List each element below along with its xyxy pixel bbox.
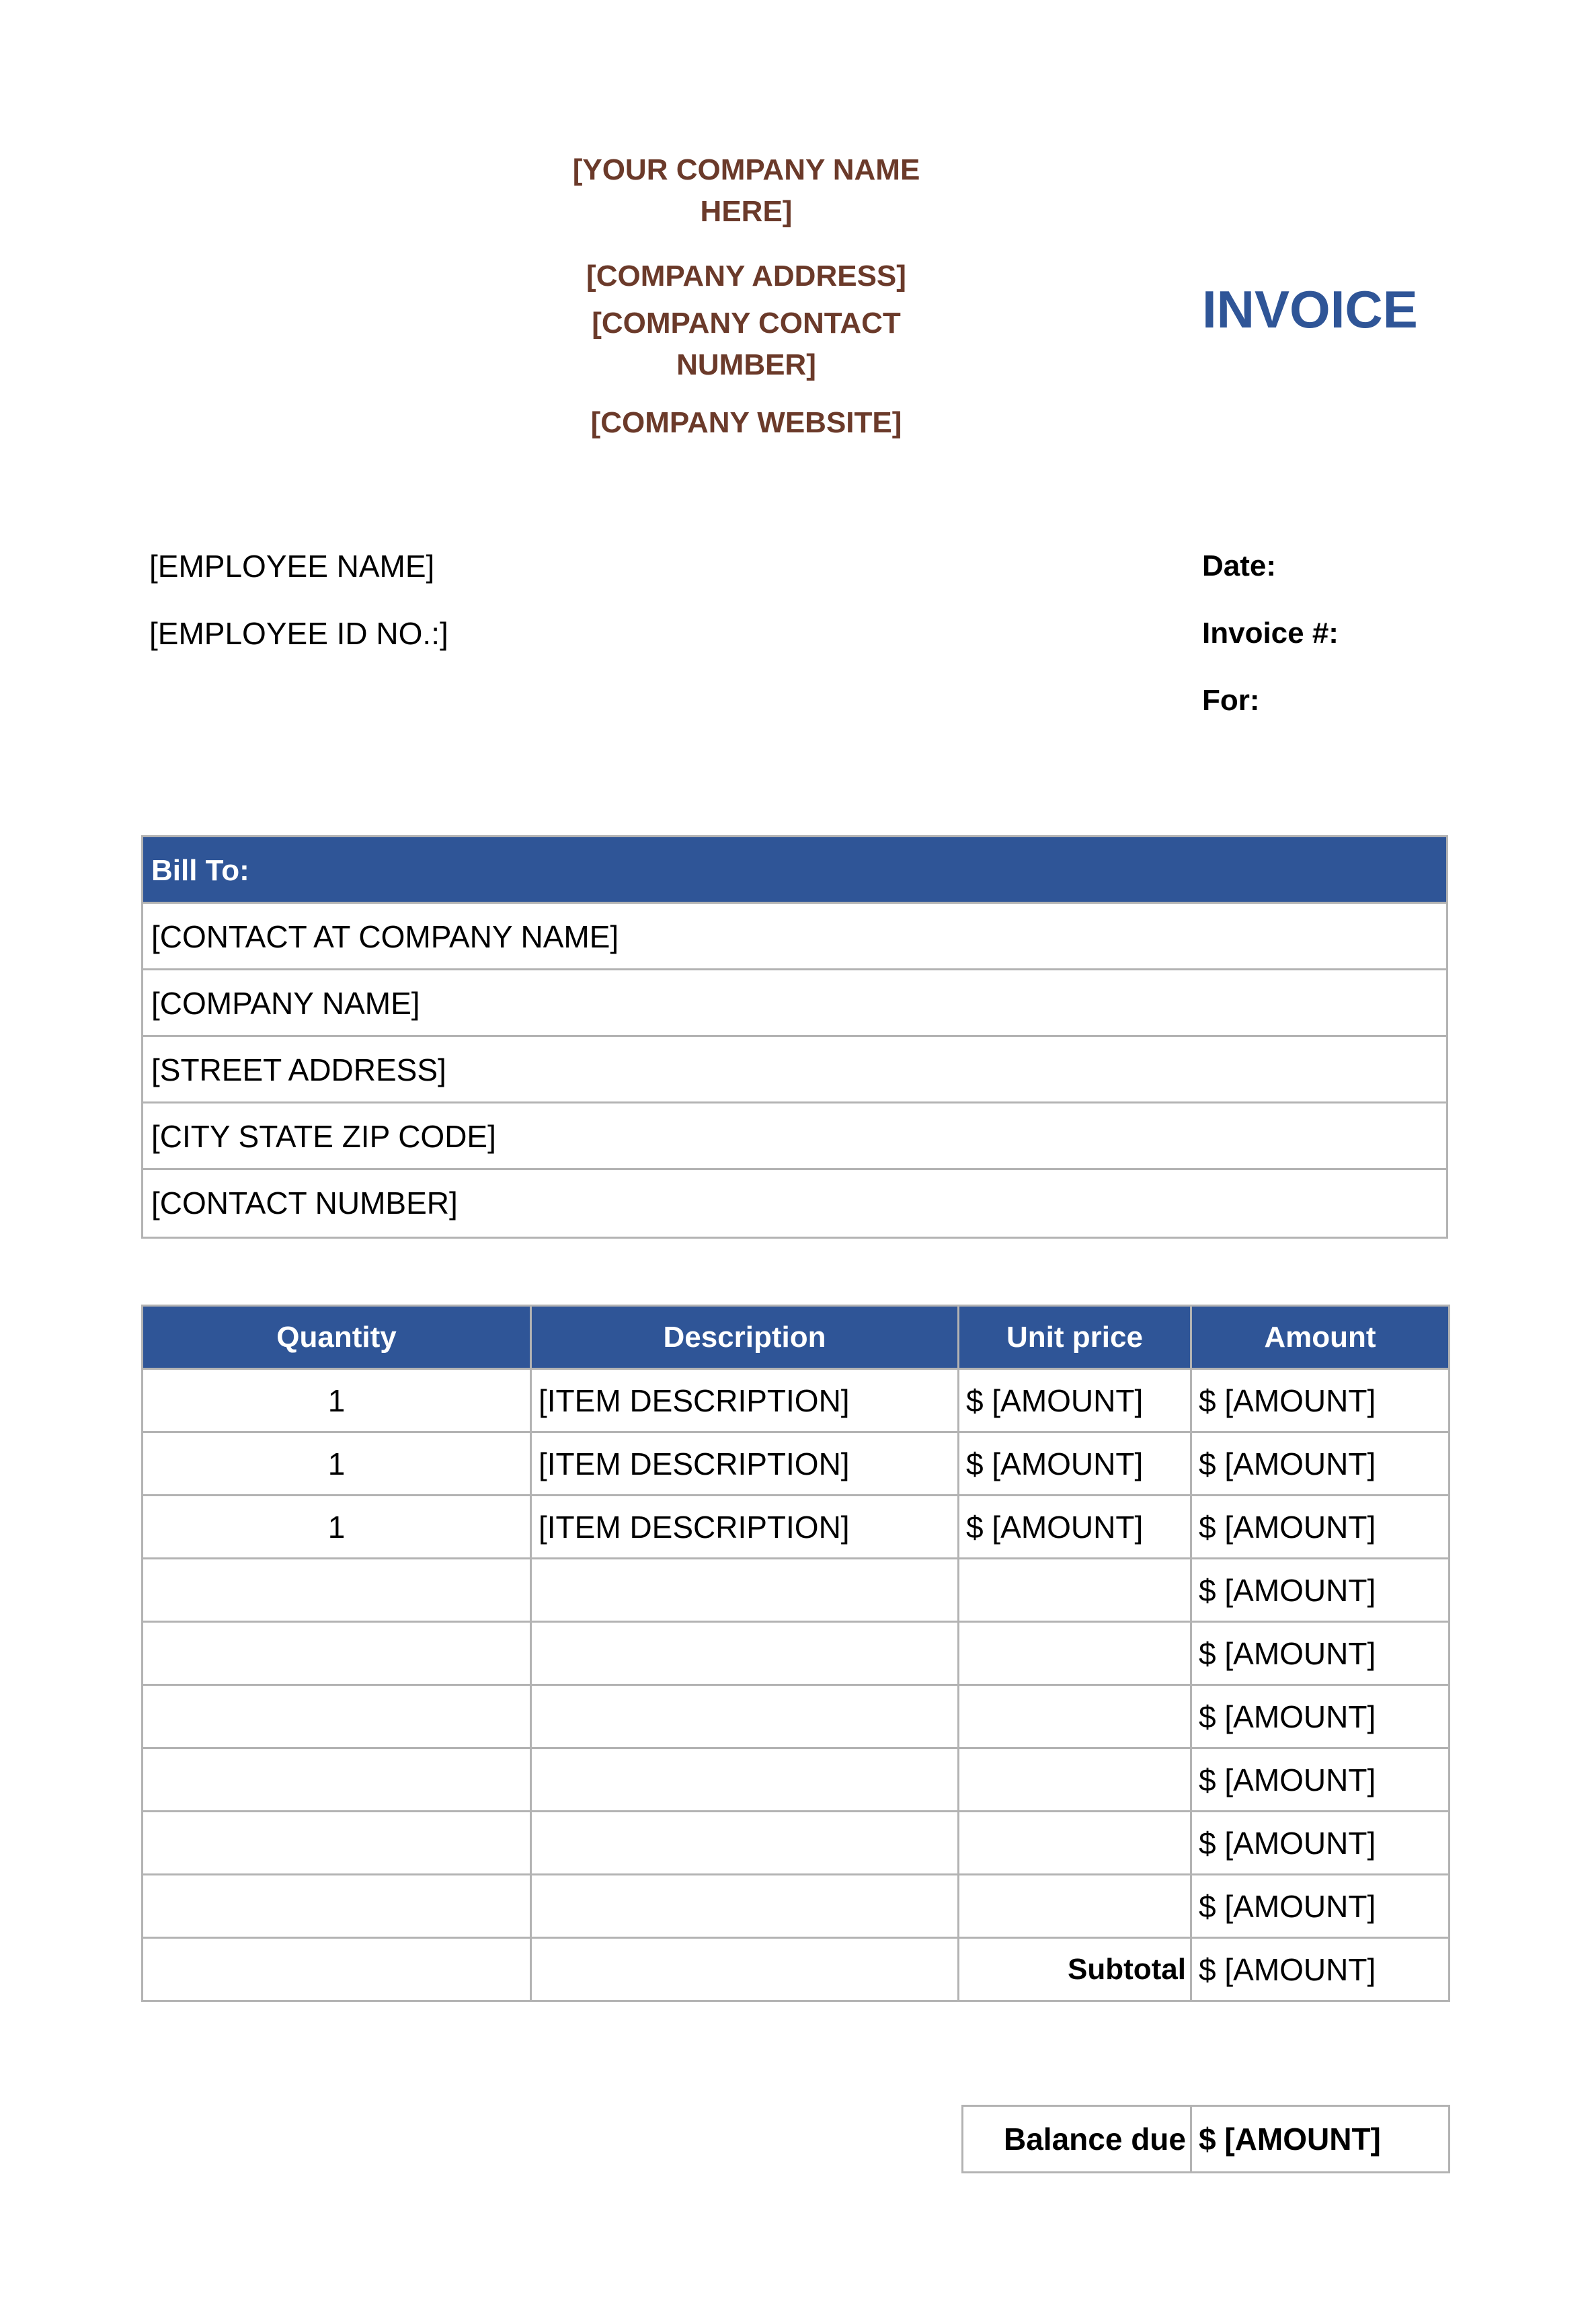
cell-unit-price: $ [AMOUNT]: [959, 1496, 1191, 1559]
cell-description: [531, 1812, 959, 1875]
company-name: [511, 149, 982, 233]
subtotal-value: $ [AMOUNT]: [1191, 1938, 1450, 2001]
table-row: [143, 1748, 1450, 1812]
company-name-line2: HERE]: [700, 195, 793, 228]
bill-to-company: [COMPANY NAME]: [143, 970, 1446, 1037]
header-description: Description: [531, 1306, 959, 1369]
cell-quantity: [143, 1748, 531, 1812]
table-row: [143, 1369, 1450, 1432]
cell-description: [531, 1875, 959, 1938]
table-row: [143, 1812, 1450, 1875]
cell-quantity: 1: [143, 1369, 531, 1432]
employee-name: [EMPLOYEE NAME]: [149, 549, 435, 584]
table-row: [143, 1559, 1450, 1622]
cell-quantity: [143, 1812, 531, 1875]
header-amount: Amount: [1191, 1306, 1450, 1369]
table-row: [143, 1875, 1450, 1938]
cell-description: [ITEM DESCRIPTION]: [531, 1432, 959, 1496]
items-header-row: [143, 1306, 1450, 1369]
company-address: [COMPANY ADDRESS]: [586, 260, 906, 293]
cell-quantity: 1: [143, 1496, 531, 1559]
header-unit-price: Unit price: [959, 1306, 1191, 1369]
table-row: [143, 1622, 1450, 1685]
cell-unit-price: $ [AMOUNT]: [959, 1432, 1191, 1496]
cell-quantity: [143, 1685, 531, 1748]
invoice-number-label: Invoice #:: [1202, 617, 1339, 650]
bill-to-street: [STREET ADDRESS]: [143, 1037, 1446, 1103]
table-row: [143, 1685, 1450, 1748]
cell-quantity: [143, 1622, 531, 1685]
cell-amount: $ [AMOUNT]: [1191, 1559, 1450, 1622]
cell-description: [531, 1622, 959, 1685]
employee-id: [EMPLOYEE ID NO.:]: [149, 616, 448, 651]
company-contact: [511, 303, 982, 386]
cell-description: [ITEM DESCRIPTION]: [531, 1496, 959, 1559]
cell-amount: $ [AMOUNT]: [1191, 1622, 1450, 1685]
cell-description: [531, 1685, 959, 1748]
cell-description: [531, 1559, 959, 1622]
cell-unit-price: [959, 1812, 1191, 1875]
cell-amount: $ [AMOUNT]: [1191, 1748, 1450, 1812]
cell-description: [ITEM DESCRIPTION]: [531, 1369, 959, 1432]
cell-unit-price: $ [AMOUNT]: [959, 1369, 1191, 1432]
cell-quantity: 1: [143, 1432, 531, 1496]
date-label: Date:: [1202, 549, 1277, 582]
subtotal-label: Subtotal: [959, 1938, 1191, 2001]
cell-unit-price: [959, 1622, 1191, 1685]
table-row: [143, 1496, 1450, 1559]
company-website: [COMPANY WEBSITE]: [590, 406, 902, 439]
cell-unit-price: [959, 1685, 1191, 1748]
for-label: For:: [1202, 684, 1260, 717]
items-table: [141, 1305, 1450, 2002]
bill-to-city: [CITY STATE ZIP CODE]: [143, 1103, 1446, 1170]
bill-to-header: Bill To:: [143, 837, 1446, 904]
subtotal-row: [143, 1938, 1450, 2001]
header-quantity: Quantity: [143, 1306, 531, 1369]
bill-to-phone: [CONTACT NUMBER]: [151, 1186, 458, 1221]
cell-unit-price: [959, 1559, 1191, 1622]
bill-to-contact: [CONTACT AT COMPANY NAME]: [143, 904, 1446, 970]
cell-amount: $ [AMOUNT]: [1191, 1875, 1450, 1938]
cell-unit-price: [959, 1875, 1191, 1938]
cell-amount: $ [AMOUNT]: [1191, 1369, 1450, 1432]
invoice-title: INVOICE: [1202, 280, 1418, 339]
cell-amount: $ [AMOUNT]: [1191, 1685, 1450, 1748]
cell-quantity: [143, 1559, 531, 1622]
balance-due-value: $ [AMOUNT]: [1191, 2106, 1450, 2173]
cell-description: [531, 1748, 959, 1812]
bill-to-table: [141, 835, 1448, 1239]
cell-amount: $ [AMOUNT]: [1191, 1812, 1450, 1875]
cell-unit-price: [959, 1748, 1191, 1812]
balance-due-row: [963, 2106, 1450, 2173]
subtotal-empty-cell: [531, 1938, 959, 2001]
company-contact-line2: NUMBER]: [676, 348, 816, 381]
cell-amount: $ [AMOUNT]: [1191, 1432, 1450, 1496]
company-name-line1: [YOUR COMPANY NAME: [572, 153, 920, 186]
balance-due-table: [961, 2105, 1450, 2173]
company-contact-line1: [COMPANY CONTACT: [592, 307, 901, 340]
table-row: [143, 1432, 1450, 1496]
cell-amount: $ [AMOUNT]: [1191, 1496, 1450, 1559]
subtotal-empty-cell: [143, 1938, 531, 2001]
balance-due-label: Balance due: [963, 2106, 1191, 2173]
cell-quantity: [143, 1875, 531, 1938]
